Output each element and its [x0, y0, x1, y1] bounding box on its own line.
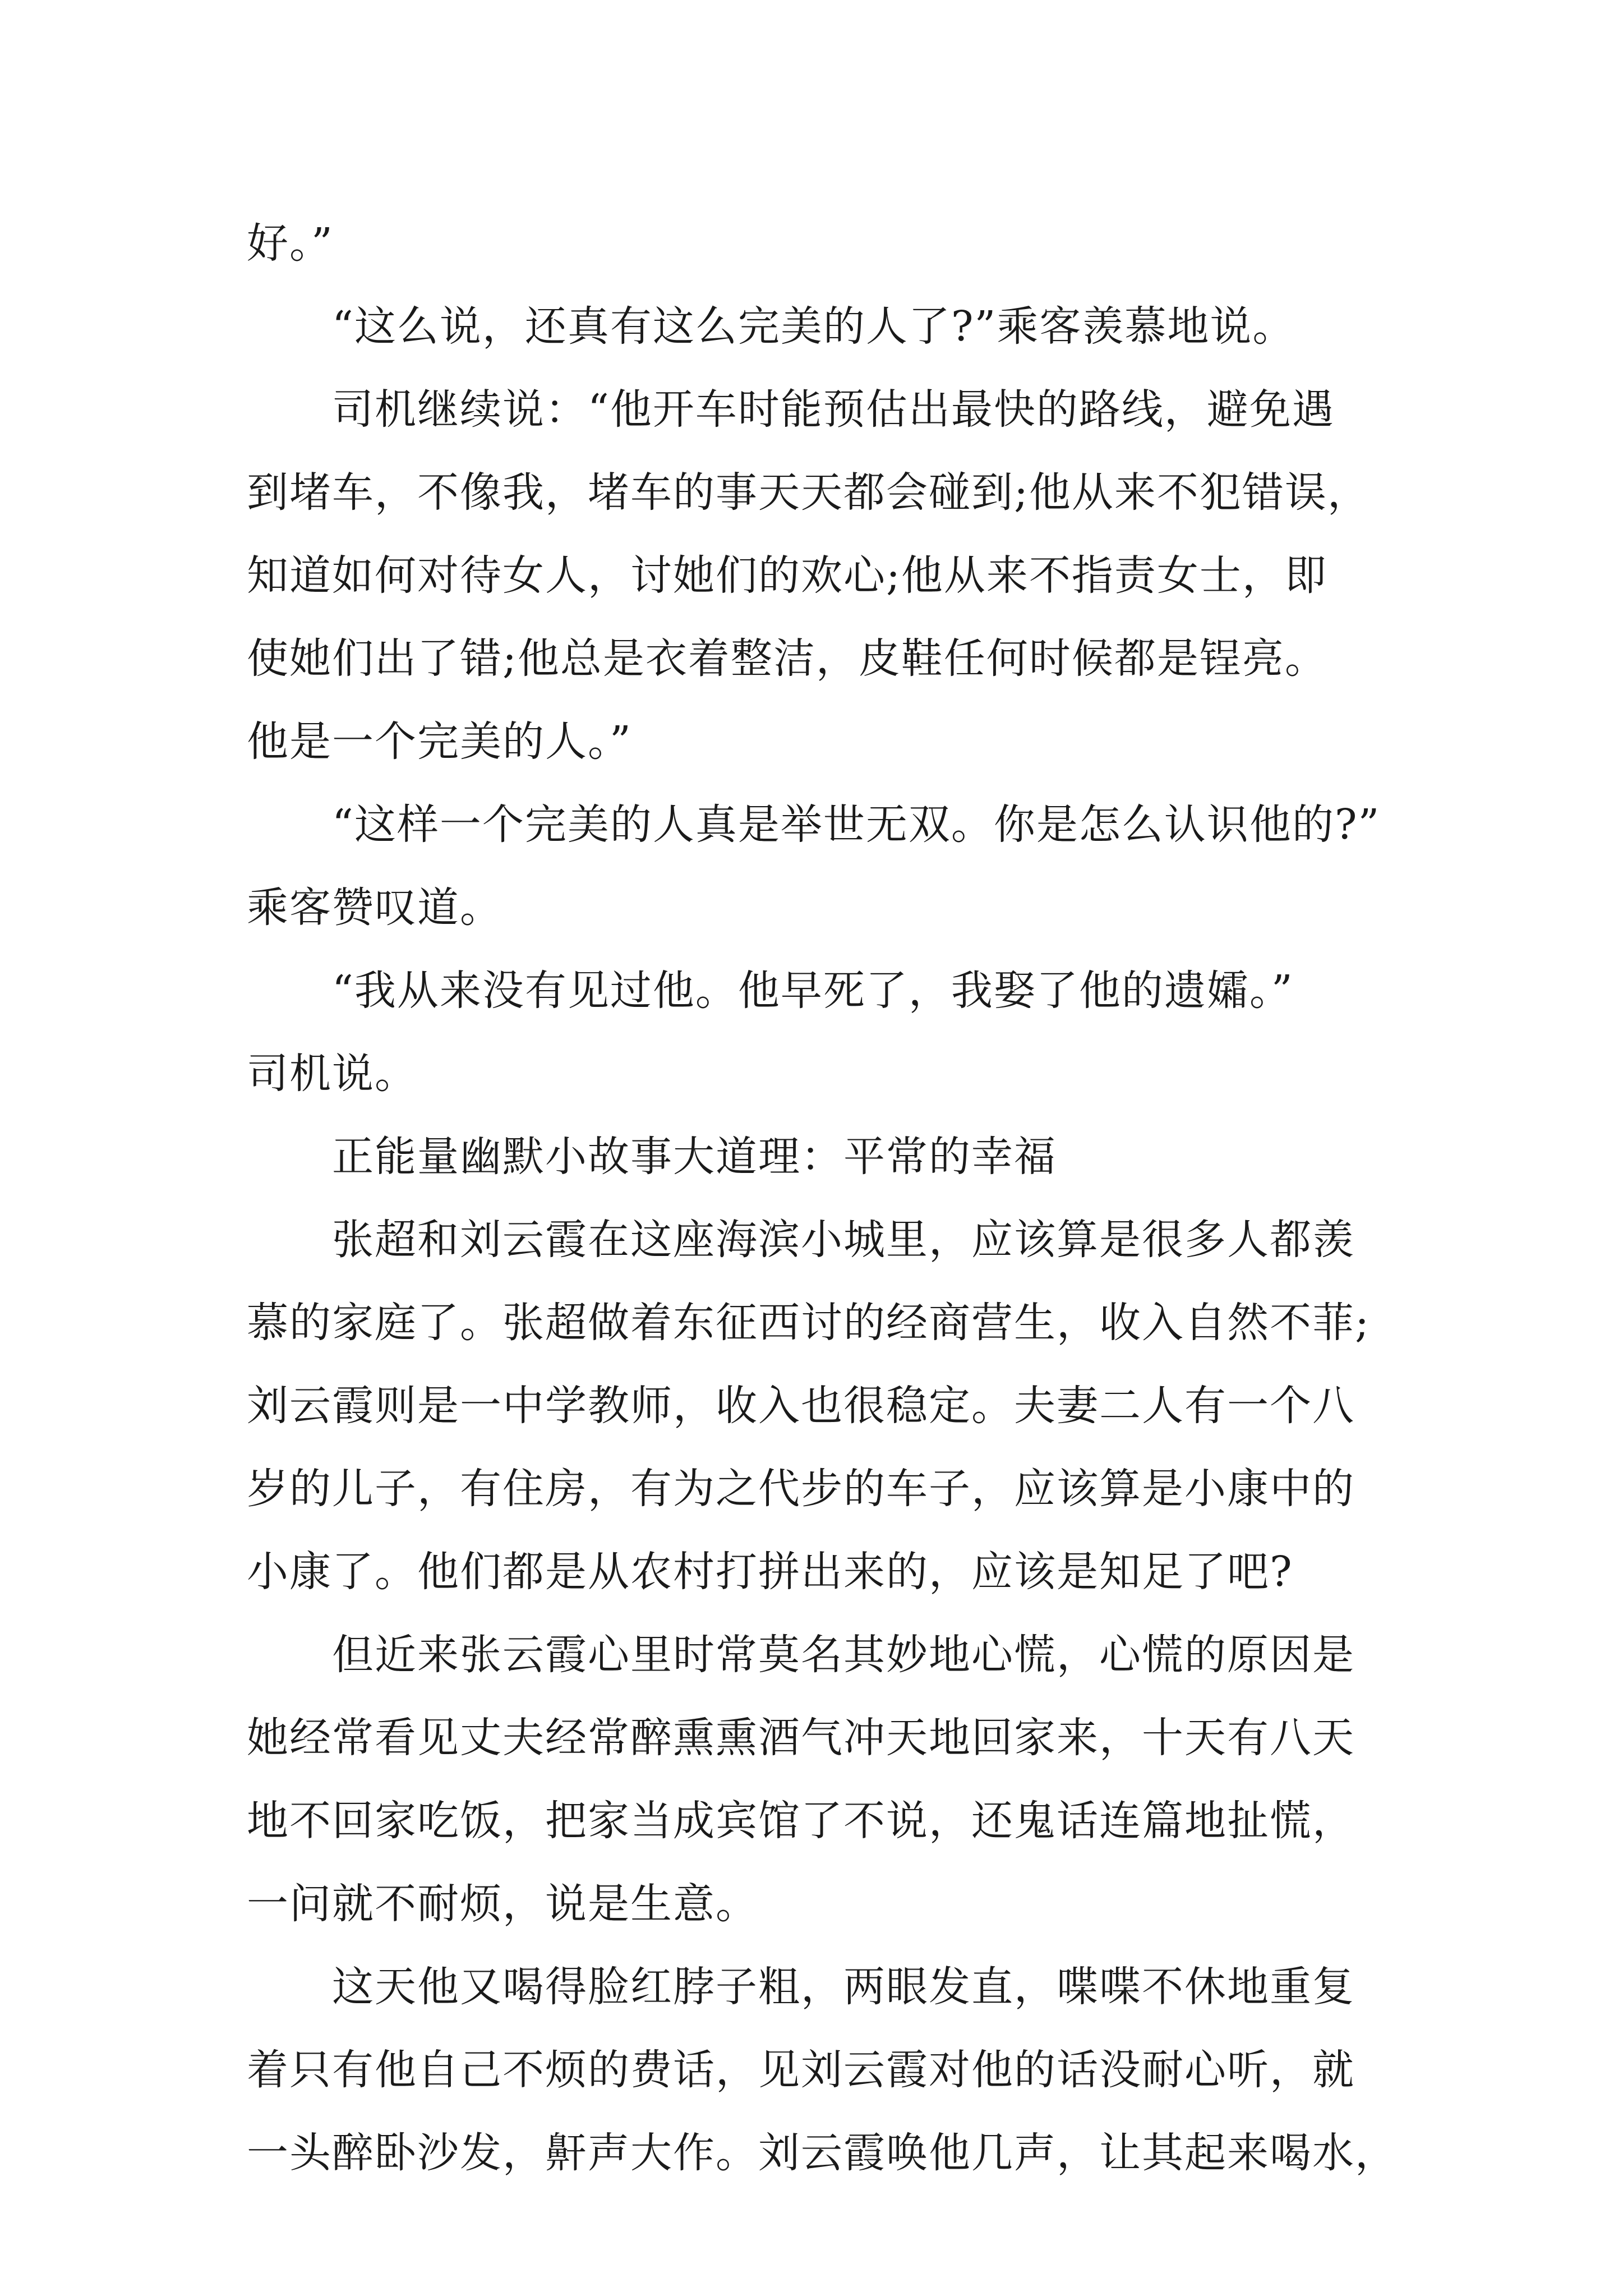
text-line: 一问就不耐烦，说是生意。 — [247, 1880, 758, 1928]
text-line: 张超和刘云霞在这座海滨小城里，应该算是很多人都羡 — [332, 1216, 1355, 1264]
text-line: 到堵车，不像我，堵车的事天天都会碰到;他从来不犯错误， — [247, 468, 1370, 517]
text-line: 着只有他自己不烦的费话，见刘云霞对他的话没耐心听，就 — [247, 2046, 1355, 2094]
text-line: 知道如何对待女人，讨她们的欢心;他从来不指责女士，即 — [247, 551, 1327, 600]
document-body — [247, 202, 1398, 2194]
text-line: 一头醉卧沙发，鼾声大作。刘云霞唤他几声，让其起来喝水， — [247, 2129, 1398, 2177]
text-line: 司机说。 — [247, 1050, 417, 1098]
text-line: “这么说，还真有这么完美的人了?”乘客羡慕地说。 — [332, 302, 1295, 351]
text-line: 她经常看见丈夫经常醉熏熏酒气冲天地回家来，十天有八天 — [247, 1714, 1355, 1762]
text-line: 使她们出了错;他总是衣着整洁，皮鞋任何时候都是锃亮。 — [247, 634, 1327, 683]
text-line: 这天他又喝得脸红脖子粗，两眼发直，喋喋不休地重复 — [332, 1963, 1355, 2011]
text-line: “我从来没有见过他。他早死了，我娶了他的遗孀。” — [332, 967, 1294, 1015]
text-line: 司机继续说：“他开车时能预估出最快的路线，避免遇 — [332, 385, 1335, 434]
text-line: 乘客赞叹道。 — [247, 884, 502, 932]
text-line: 他是一个完美的人。” — [247, 717, 632, 766]
text-line: 刘云霞则是一中学教师，收入也很稳定。夫妻二人有一个八 — [247, 1382, 1355, 1430]
text-line: 但近来张云霞心里时常莫名其妙地心慌，心慌的原因是 — [332, 1631, 1355, 1679]
text-line: 地不回家吃饭，把家当成宾馆了不说，还鬼话连篇地扯慌， — [247, 1797, 1355, 1845]
section-heading: 正能量幽默小故事大道理：平常的幸福 — [332, 1133, 1057, 1181]
text-line: 小康了。他们都是从农村打拼出来的，应该是知足了吧? — [247, 1548, 1293, 1596]
text-line: 岁的儿子，有住房，有为之代步的车子，应该算是小康中的 — [247, 1465, 1355, 1513]
text-line: 好。” — [247, 219, 334, 268]
text-line: 慕的家庭了。张超做着东征西讨的经商营生，收入自然不菲; — [247, 1299, 1370, 1347]
text-line: “这样一个完美的人真是举世无双。你是怎么认识他的?” — [332, 800, 1381, 849]
